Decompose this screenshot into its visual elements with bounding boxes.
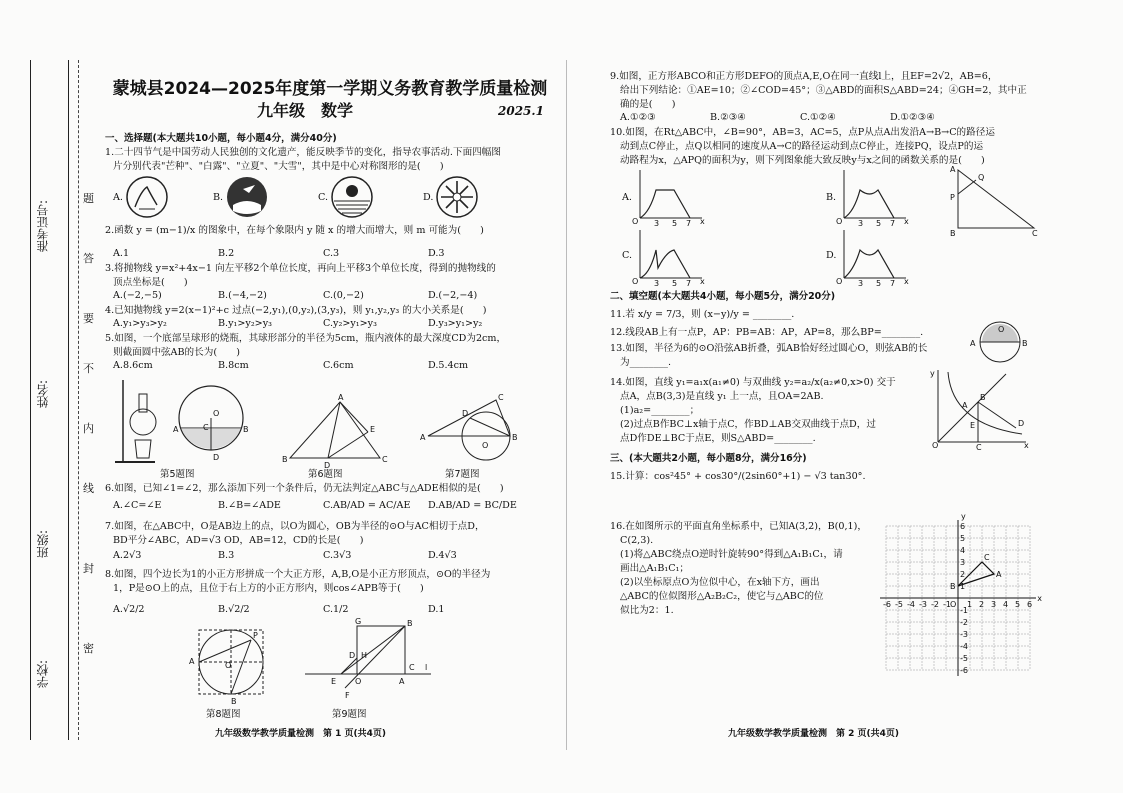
svg-text:O: O <box>213 409 220 418</box>
q5-line1: 5.如图，一个底部呈球形的烧瓶，其球形部分的半径为5cm，瓶内液体的最大深度CD为2cm， <box>105 333 507 344</box>
svg-text:y: y <box>930 369 935 378</box>
y-axis-label: y <box>961 511 966 521</box>
q10-graph-b <box>836 168 910 228</box>
point-label: A <box>996 570 1002 579</box>
q9-option-b: B.②③④ <box>710 112 746 123</box>
figure-9-caption: 第9题图 <box>332 709 367 720</box>
svg-text:A: A <box>189 657 195 666</box>
q16-line6: △ABC的位似图形△A₂B₂C₂，使它与△ABC的位 <box>620 591 824 602</box>
svg-text:A: A <box>420 433 426 442</box>
svg-text:E: E <box>331 677 337 686</box>
q6-option-a: A.∠C=∠E <box>113 500 162 511</box>
q3-line1: 3.将抛物线 y=x²+4x−1 向左平移2个单位长度，再向上平移3个单位长度，得到的抛物线的 <box>105 263 496 274</box>
q15-text: 15.计算：cos²45° + cos30°/(2sin60°+1) − √3 tan30°. <box>610 471 866 482</box>
svg-text:A: A <box>173 425 179 434</box>
q1-line1: 1.二十四节气是中国劳动人民独创的文化遗产，能反映季节的变化，指导农事活动.下面四幅图 <box>105 147 501 158</box>
q1-option-c-label: C. <box>318 192 329 203</box>
q16-line1: 16.在如图所示的平面直角坐标系中，已知A(3,2)，B(0,1)， <box>610 521 868 532</box>
figure-8-caption: 第8题图 <box>206 709 241 720</box>
q8-option-c: C.1/2 <box>323 604 349 615</box>
q8-option-d: D.1 <box>428 604 445 615</box>
y-tick-label: 3 <box>960 558 966 567</box>
seal-char: 封 <box>83 562 94 575</box>
svg-text:A: A <box>950 165 956 174</box>
figure-7 <box>420 393 530 466</box>
section-3-heading: 三、(本大题共2小题，每小题8分，满分16分) <box>610 453 807 464</box>
q1-option-d-label: D. <box>423 192 434 203</box>
q3-option-d: D.(−2,−4) <box>428 290 478 301</box>
section-2-heading: 二、填空题(本大题共4小题，每小题5分，满分20分) <box>610 291 836 302</box>
exam-date: 2025.1 <box>498 104 544 118</box>
q4-option-c: C.y₂>y₁>y₃ <box>323 318 377 329</box>
svg-text:3: 3 <box>654 219 660 228</box>
svg-text:O: O <box>225 661 232 670</box>
q10-graph-a <box>632 168 706 228</box>
y-tick-label: -5 <box>960 654 968 663</box>
y-tick-label: 2 <box>960 570 966 579</box>
binding-dashed-line <box>78 60 79 740</box>
svg-text:E: E <box>370 425 376 434</box>
seal-char: 题 <box>83 192 94 205</box>
q10-graph-d <box>836 228 910 288</box>
seal-char: 内 <box>83 422 94 435</box>
svg-text:O: O <box>998 325 1005 334</box>
svg-text:5: 5 <box>876 219 882 228</box>
left-page-footer: 九年级数学教学质量检测 第 1 页(共4页) <box>215 729 387 739</box>
q14-line1: 14.如图，直线 y₁=a₁x(a₁≠0) 与双曲线 y₂=a₂/x(a₂≠0,x>0) 交于 <box>610 377 896 388</box>
q1-image-c <box>330 175 374 219</box>
x-axis-label: x <box>1037 594 1042 603</box>
svg-text:5: 5 <box>672 219 678 228</box>
q16-line7: 似比为2：1. <box>620 605 674 616</box>
y-tick-label: -1 <box>960 606 968 615</box>
point-label: C <box>984 553 990 562</box>
page-divider <box>566 60 567 750</box>
svg-text:F: F <box>345 691 350 700</box>
q6-option-d: D.AB/AD = BC/DE <box>428 500 517 511</box>
q7-line2: BD平分∠ABC，AD=√3 OD，AB=12，CD的长是( ) <box>113 535 364 546</box>
binding-line-outer <box>30 60 31 740</box>
svg-text:O: O <box>482 441 489 450</box>
x-tick-label: -1 <box>943 600 951 609</box>
svg-text:B: B <box>231 697 237 706</box>
q7-line1: 7.如图，在△ABC中，O是AB边上的点，以O为圆心，OB为半径的⊙O与AC相切于点D， <box>105 521 485 532</box>
svg-text:3: 3 <box>654 279 660 288</box>
y-tick-label: -4 <box>960 642 968 651</box>
q14-line3: (1)a₂=________； <box>620 405 700 416</box>
svg-text:D: D <box>1018 419 1025 428</box>
q10-option-a-label: A. <box>622 192 632 203</box>
q6-text: 6.如图，已知∠1=∠2，那么添加下列一个条件后，仍无法判定△ABC与△ADE相似的是( ) <box>105 483 504 494</box>
svg-text:O: O <box>632 277 639 286</box>
q4-option-d: D.y₃>y₁>y₂ <box>428 318 483 329</box>
svg-text:x: x <box>904 277 909 286</box>
q3-option-b: B.(−4,−2) <box>218 290 267 301</box>
svg-text:x: x <box>1024 441 1029 450</box>
q9-line2: 给出下列结论：①AE=10；②∠COD=45°；③△ABD的面积S△ABD=24；④GH=2，其中正 <box>620 85 1027 96</box>
q1-option-b-label: B. <box>213 192 224 203</box>
q11-text: 11.若 x/y = 7/3，则 (x−y)/y = ________. <box>610 309 795 320</box>
q3-option-c: C.(0,−2) <box>323 290 364 301</box>
q5-option-b: B.8cm <box>218 360 249 371</box>
q3-option-a: A.(−2,−5) <box>113 290 162 301</box>
name-label: 姓名: <box>36 380 50 409</box>
q9-line1: 9.如图，正方形ABCO和正方形DEFO的顶点A,E,O在同一直线l上，且EF=2√2，AB=6， <box>610 71 998 82</box>
svg-text:D: D <box>462 409 469 418</box>
q9-option-d: D.①②③④ <box>890 112 935 123</box>
y-tick-label: -3 <box>960 630 968 639</box>
x-tick-label: 4 <box>1003 600 1009 609</box>
svg-text:B: B <box>243 425 249 434</box>
seal-char: 答 <box>83 252 94 265</box>
q1-option-a-label: A. <box>113 192 123 203</box>
svg-text:5: 5 <box>876 279 882 288</box>
q14-line2: 点A，点B(3,3)是直线 y₁ 上一点，且OA=2AB. <box>620 391 824 402</box>
q13-line1: 13.如图，半径为6的⊙O沿弦AB折叠，弧AB恰好经过圆心O，则弦AB的长 <box>610 343 928 354</box>
q1-image-a <box>125 175 169 219</box>
svg-text:C: C <box>409 663 415 672</box>
exam-title: 蒙城县2024—2025年度第一学期义务教育教学质量检测 <box>112 79 548 99</box>
q10-option-b-label: B. <box>826 192 837 203</box>
svg-text:5: 5 <box>672 279 678 288</box>
figure-6 <box>280 393 390 470</box>
q8-line1: 8.如图，四个边长为1的小正方形拼成一个大正方形，A,B,O是小正方形顶点，⊙O的半径为 <box>105 569 491 580</box>
seal-char: 不 <box>83 362 94 375</box>
q10-triangle-figure <box>950 166 1040 236</box>
svg-text:C: C <box>1032 229 1038 238</box>
svg-text:x: x <box>700 277 705 286</box>
svg-text:C: C <box>382 455 388 464</box>
svg-text:B: B <box>980 393 986 402</box>
svg-text:P: P <box>253 631 258 640</box>
exam-subtitle: 九年级 数学 <box>256 101 353 120</box>
q16-coordinate-grid <box>880 511 1042 680</box>
svg-text:D: D <box>349 651 356 660</box>
binding-margin <box>8 60 98 740</box>
q10-option-d-label: D. <box>826 250 837 261</box>
svg-text:l: l <box>425 663 428 672</box>
binding-line-inner <box>68 60 69 740</box>
figure-6-caption: 第6题图 <box>308 469 343 480</box>
class-label: 班级: <box>36 530 50 559</box>
school-label: 学校: <box>36 660 50 689</box>
svg-text:O: O <box>355 677 362 686</box>
y-tick-label: -2 <box>960 618 968 627</box>
q2-text: 2.函数 y = (m−1)/x 的图象中，在每个象限内 y 随 x 的增大而增大，则 m 可能为( ) <box>105 225 484 236</box>
y-tick-label: 6 <box>960 522 966 531</box>
svg-text:C: C <box>203 423 209 432</box>
q5-option-d: D.5.4cm <box>428 360 469 371</box>
q10-option-c-label: C. <box>622 250 633 261</box>
svg-text:7: 7 <box>686 279 692 288</box>
q2-option-c: C.3 <box>323 248 340 259</box>
q13-figure <box>968 316 1032 364</box>
q10-line2: 动到点C停止，点Q以相同的速度从A→C的路径运动到点C停止，连接PQ，设点P的运 <box>620 141 984 152</box>
svg-text:A: A <box>962 401 968 410</box>
q14-figure <box>930 368 1030 452</box>
q7-option-a: A.2√3 <box>113 550 142 561</box>
q7-option-b: B.3 <box>218 550 235 561</box>
y-tick-label: 1 <box>960 582 966 591</box>
y-tick-label: 5 <box>960 534 966 543</box>
figure-5 <box>115 380 249 465</box>
q8-option-a: A.√2/2 <box>113 604 145 615</box>
x-tick-label: -5 <box>895 600 903 609</box>
seal-char: 线 <box>83 482 94 495</box>
section-1-heading: 一、选择题(本大题共10小题，每小题4分，满分40分) <box>105 133 337 144</box>
seal-char: 密 <box>83 642 94 655</box>
x-tick-label: 5 <box>1015 600 1021 609</box>
svg-text:3: 3 <box>858 219 864 228</box>
q10-line3: 动路程为x，△APQ的面积为y，则下列图象能大致反映y与x之间的函数关系的是( ) <box>620 155 985 166</box>
x-tick-label: -6 <box>883 600 891 609</box>
svg-text:O: O <box>632 217 639 226</box>
svg-text:G: G <box>355 617 362 626</box>
q10-graph-c <box>632 228 706 288</box>
svg-text:H: H <box>361 651 368 660</box>
y-tick-label: -6 <box>960 666 968 675</box>
q4-text: 4.已知抛物线 y=2(x−1)²+c 过点(−2,y₁),(0,y₂),(3,y₃)，则 y₁,y₂,y₃ 的大小关系是( ) <box>105 305 487 316</box>
svg-text:A: A <box>399 677 405 686</box>
q14-line4: (2)过点B作BC⊥x轴于点C，作BD⊥AB交双曲线于点D，过 <box>620 419 876 430</box>
x-tick-label: -3 <box>919 600 927 609</box>
svg-text:x: x <box>700 217 705 226</box>
q9-option-a: A.①②③ <box>620 112 656 123</box>
q2-option-a: A.1 <box>113 248 130 259</box>
y-tick-label: 4 <box>960 546 966 555</box>
svg-text:7: 7 <box>890 279 896 288</box>
svg-text:C: C <box>976 443 982 452</box>
figure-7-caption: 第7题图 <box>445 469 480 480</box>
q7-option-d: D.4√3 <box>428 550 457 561</box>
seal-char: 要 <box>83 312 94 325</box>
origin-label: O <box>950 600 957 609</box>
q8-option-b: B.√2/2 <box>218 604 250 615</box>
q16-line4: 画出△A₁B₁C₁； <box>620 563 690 574</box>
q5-line2: 则截面圆中弦AB的长为( ) <box>113 347 240 358</box>
svg-text:A: A <box>338 393 344 402</box>
q3-line2: 顶点坐标是( ) <box>113 277 188 288</box>
svg-text:C: C <box>498 393 504 402</box>
svg-text:B: B <box>282 455 288 464</box>
q12-text: 12.线段AB上有一点P，AP：PB=AB：AP，AP=8，那么BP=________. <box>610 327 924 338</box>
q1-image-b <box>225 175 269 219</box>
q10-line1: 10.如图，在Rt△ABC中，∠B=90°，AB=3，AC=5，点P从点A出发沿A→B→C的路径运 <box>610 127 995 138</box>
q16-line3: (1)将△ABC绕点O逆时针旋转90°得到△A₁B₁C₁，请 <box>620 549 843 560</box>
q2-option-b: B.2 <box>218 248 235 259</box>
svg-text:O: O <box>836 277 843 286</box>
q5-option-a: A.8.6cm <box>113 360 153 371</box>
q9-option-c: C.①②④ <box>800 112 836 123</box>
right-page-footer: 九年级数学教学质量检测 第 2 页(共4页) <box>728 729 900 739</box>
x-tick-label: 1 <box>967 600 973 609</box>
x-tick-label: 6 <box>1027 600 1033 609</box>
q16-line5: (2)以坐标原点O为位似中心，在x轴下方，画出 <box>620 577 820 588</box>
q6-option-c: C.AB/AD = AC/AE <box>323 500 411 511</box>
svg-text:D: D <box>213 453 220 462</box>
q4-option-b: B.y₁>y₂>y₃ <box>218 318 272 329</box>
figure-9 <box>305 617 435 704</box>
svg-text:7: 7 <box>890 219 896 228</box>
q14-line5: 点D作DE⊥BC于点E，则S△ABD=________. <box>620 433 816 444</box>
svg-text:3: 3 <box>858 279 864 288</box>
q16-line2: C(2,3). <box>620 535 654 546</box>
figure-5-caption: 第5题图 <box>160 469 195 480</box>
x-tick-label: 3 <box>991 600 997 609</box>
svg-text:B: B <box>407 619 413 628</box>
svg-text:D: D <box>324 461 331 470</box>
svg-text:P: P <box>950 193 955 202</box>
q2-option-d: D.3 <box>428 248 445 259</box>
svg-text:Q: Q <box>978 173 985 182</box>
q4-option-a: A.y₁>y₃>y₂ <box>113 318 167 329</box>
q9-line3: 确的是( ) <box>620 99 676 110</box>
svg-text:B: B <box>950 229 956 238</box>
point-label: B <box>950 582 956 591</box>
exam-number-label: 准考证号: <box>36 200 50 253</box>
svg-text:7: 7 <box>686 219 692 228</box>
q6-option-b: B.∠B=∠ADE <box>218 500 281 511</box>
svg-text:B: B <box>512 433 518 442</box>
q1-line2: 片分别代表"芒种"、"白露"、"立夏"、"大雪"，其中是中心对称图形的是( ) <box>113 161 444 172</box>
q7-option-c: C.3√3 <box>323 550 352 561</box>
q5-option-c: C.6cm <box>323 360 354 371</box>
x-tick-label: 2 <box>979 600 985 609</box>
svg-text:B: B <box>1022 339 1028 348</box>
svg-text:O: O <box>836 217 843 226</box>
q13-line2: 为________. <box>620 357 672 368</box>
x-tick-label: -4 <box>907 600 915 609</box>
q8-line2: 1，P是⊙O上的点，且位于右上方的小正方形内，则cos∠APB等于( ) <box>113 583 424 594</box>
svg-text:E: E <box>970 421 976 430</box>
q1-image-d <box>435 175 479 219</box>
svg-text:x: x <box>904 217 909 226</box>
x-tick-label: -2 <box>931 600 939 609</box>
svg-text:A: A <box>970 339 976 348</box>
figure-8 <box>189 626 267 706</box>
svg-text:O: O <box>932 441 939 450</box>
